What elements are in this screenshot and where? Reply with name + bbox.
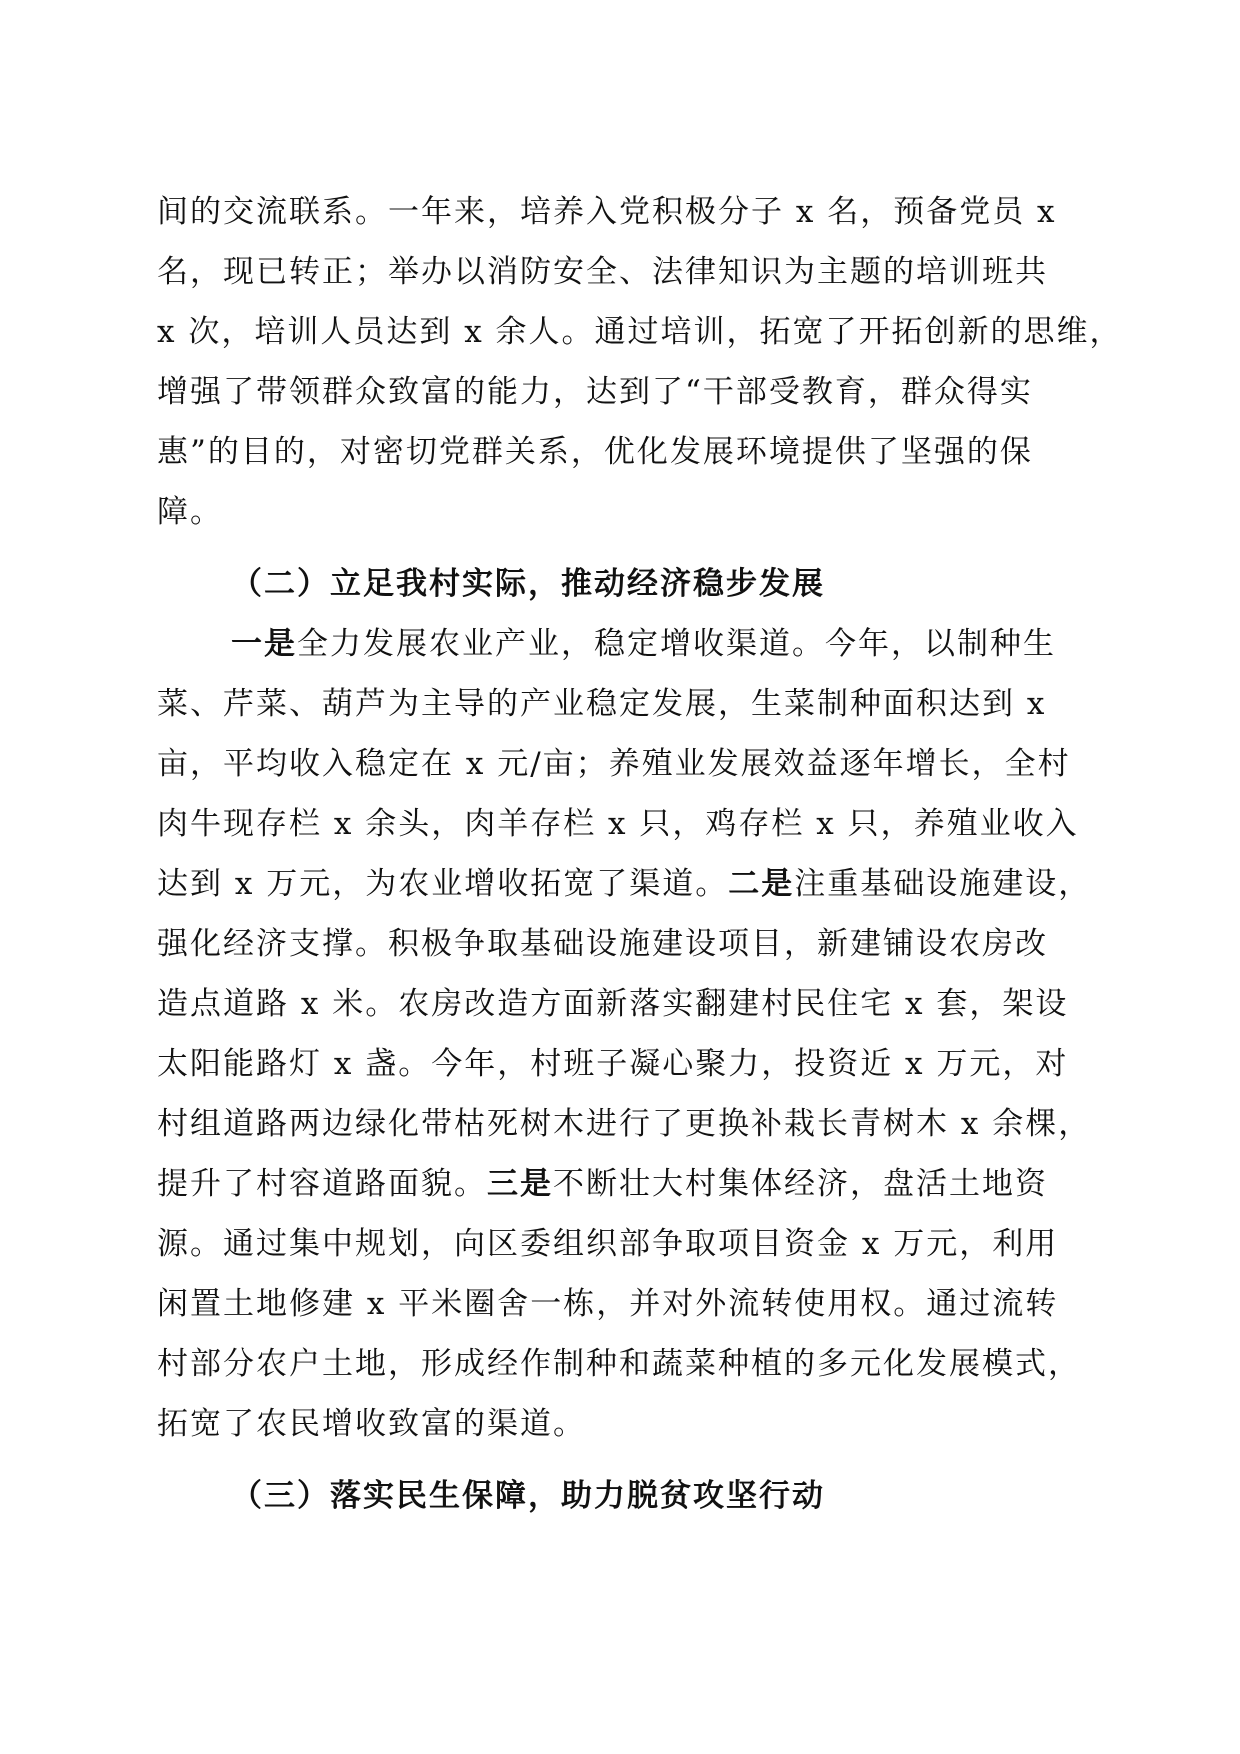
section-heading-livelihood: （三）落实民生保障，助力脱贫攻坚行动 [231, 1478, 825, 1514]
text-line: x 次，培训人员达到 x 余人。通过培训，拓宽了开拓创新的思维， [157, 314, 1123, 350]
text-line: 村组道路两边绿化带枯死树木进行了更换补栽长青树木 x 余棵， [157, 1106, 1092, 1142]
text-line [157, 854, 1092, 914]
text-span: 达到 x 万元，为农业增收拓宽了渠道。 [157, 866, 729, 902]
text-line: 亩，平均收入稳定在 x 元/亩；养殖业发展效益逐年增长，全村 [157, 746, 1071, 782]
text-line: 太阳能路灯 x 盏。今年，村班子凝心聚力，投资近 x 万元，对 [157, 1046, 1069, 1082]
text-line: 惠”的目的，对密切党群关系，优化发展环境提供了坚强的保 [157, 434, 1033, 470]
text-line: 菜、芹菜、葫芦为主导的产业稳定发展，生菜制种面积达到 x [157, 686, 1047, 722]
paragraph-economy [157, 614, 1092, 1454]
section-heading-economy: （二）立足我村实际，推动经济稳步发展 [231, 566, 825, 602]
paragraph-party-training [157, 182, 1123, 542]
text-line: 障。 [157, 494, 223, 530]
bold-marker-second: 二是 [728, 866, 795, 902]
text-line: 名，现已转正；举办以消防安全、法律知识为主题的培训班共 [157, 254, 1048, 290]
text-span: 全力发展农业产业，稳定增收渠道。今年，以制种生 [297, 626, 1056, 662]
text-span: 注重基础设施建设， [794, 866, 1092, 902]
text-span: 提升了村容道路面貌。 [157, 1166, 487, 1202]
text-line [157, 614, 1087, 674]
text-span: 不断壮大村集体经济，盘活土地资 [553, 1166, 1048, 1202]
text-line: 源。通过集中规划，向区委组织部争取项目资金 x 万元，利用 [157, 1226, 1059, 1262]
text-line: 村部分农户土地，形成经作制种和蔬菜种植的多元化发展模式， [157, 1346, 1081, 1382]
text-line: 增强了带领群众致富的能力，达到了“干部受教育，群众得实 [157, 374, 1033, 410]
document-body [157, 182, 1123, 1526]
text-line [157, 1154, 1087, 1214]
text-line: 肉牛现存栏 x 余头，肉羊存栏 x 只，鸡存栏 x 只，养殖业收入 [157, 806, 1079, 842]
bold-marker-third: 三是 [487, 1166, 553, 1202]
text-line: 间的交流联系。一年来，培养入党积极分子 x 名，预备党员 x [157, 194, 1057, 230]
bold-marker-first: 一是 [231, 626, 297, 662]
text-line: 拓宽了农民增收致富的渠道。 [157, 1406, 586, 1442]
text-line: 强化经济支撑。积极争取基础设施建设项目，新建铺设农房改 [157, 926, 1048, 962]
text-line: 造点道路 x 米。农房改造方面新落实翻建村民住宅 x 套，架设 [157, 986, 1069, 1022]
text-line: 闲置土地修建 x 平米圈舍一栋，并对外流转使用权。通过流转 [157, 1286, 1059, 1322]
